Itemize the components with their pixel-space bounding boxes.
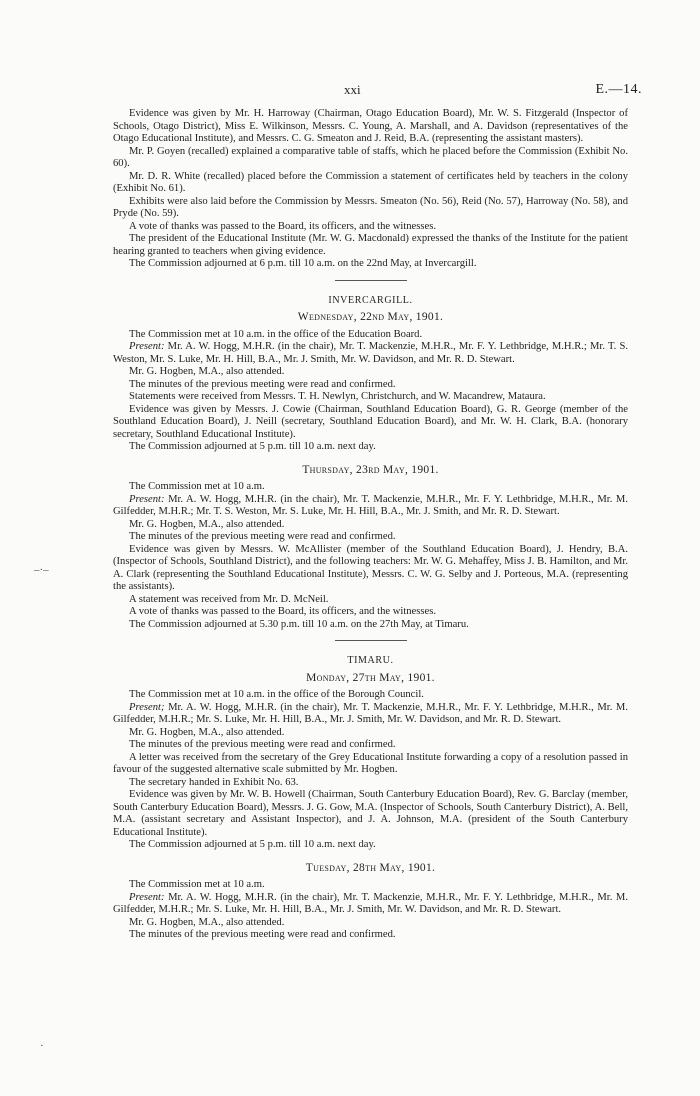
section-divider xyxy=(335,280,407,281)
paragraph: Statements were received from Messrs. T. H. Newlyn, Christchurch, and W. Macandrew, Mataura. xyxy=(129,391,546,402)
paragraph: The secretary handed in Exhibit No. 63. xyxy=(129,776,299,788)
present-label: Present: xyxy=(129,891,165,903)
paragraph: A statement was received from Mr. D. McNeil. xyxy=(129,593,329,605)
document-reference: E.—14. xyxy=(595,82,642,97)
present-text: Mr. A. W. Hogg, M.H.R. (in the chair), Mr. T. Mackenzie, M.H.R., Mr. F. Y. Lethbridge, M.H.R., Mr. M. Gilfedder, M.H.R.; Mr. T. S. Weston, Mr. S. Luke, Mr. H. Hill, B.A., Mr. J. Smith, and Mr. R. D. Stewart. xyxy=(113,493,628,517)
paragraph: Mr. G. Hogben, M.A., also attended. xyxy=(129,916,285,928)
paragraph: Evidence was given by Mr. W. B. Howell (Chairman, South Canterbury Education Board), Rev. G. Barclay (member, South Canterbury Education Board), Messrs. J. G. Gow, M.A. (Inspector of Schools, South Canterbury District), A. Bell, M.A. (assistant secretary and Assistant Inspector), and J. A. Johnson, M.A. (president of the South Canterbury Educational Institute). xyxy=(113,789,628,838)
section-heading-timaru: TIMARU. xyxy=(347,655,394,666)
page-header xyxy=(0,82,700,100)
present-label: Present; xyxy=(129,701,165,713)
paragraph: The president of the Educational Institute (Mr. W. G. Macdonald) expressed the thanks of the Institute for the patient hearing granted to teachers when giving evidence. xyxy=(113,233,628,257)
paragraph: A vote of thanks was passed to the Board, its officers, and the witnesses. xyxy=(129,606,436,617)
meeting-date: Tuesday, 28th May, 1901. xyxy=(305,861,436,874)
paragraph: The minutes of the previous meeting were read and confirmed. xyxy=(129,531,396,542)
paragraph: Mr. G. Hogben, M.A., also attended. xyxy=(129,726,285,738)
paragraph: A letter was received from the secretary of the Grey Educational Institute forwarding a copy of a resolution passed in favour of the suggested alternative scale submitted by Mr. Hogben. xyxy=(113,751,628,775)
paragraph: The Commission met at 10 a.m. in the office of the Education Board. xyxy=(129,328,423,340)
paragraph: Mr. G. Hogben, M.A., also attended. xyxy=(129,366,285,377)
paragraph: Evidence was given by Messrs. J. Cowie (Chairman, Southland Education Board), G. R. George (member of the Southland Education Board), J. Neill (secretary, Southland Education Board), and Mr. W. H. Clark, B.A. (honorary secretary, Southland Educational Institute). xyxy=(113,403,628,440)
present-paragraph xyxy=(113,494,628,519)
paragraph: The Commission adjourned at 5.30 p.m. till 10 a.m. on the 27th May, at Timaru. xyxy=(129,618,469,630)
margin-dot-mark: · xyxy=(40,1040,44,1052)
paragraph: The minutes of the previous meeting were read and confirmed. xyxy=(129,739,396,750)
present-paragraph xyxy=(113,341,628,366)
paragraph: The Commission met at 10 a.m. in the office of the Borough Council. xyxy=(129,689,424,700)
paragraph: The Commission adjourned at 5 p.m. till 10 a.m. next day. xyxy=(129,839,376,850)
present-label: Present: xyxy=(129,493,165,505)
paragraph: Mr. D. R. White (recalled) placed before the Commission a statement of certificates held by teachers in the colony (Exhibit No. 61). xyxy=(113,170,628,194)
section-divider xyxy=(335,640,407,641)
present-paragraph xyxy=(113,892,628,917)
paragraph: Evidence was given by Messrs. W. McAllister (member of the Southland Education Board), J. Hendry, B.A. (Inspector of Schools, Southland District), and the following teachers: Mr. W. G. Mehaffey, Miss J. B. Hamilton, and Mr. A. Clark (representing the Southland Educational Institute), Messrs. C. W. G. Selby and J. Porteous, M.A. (representing the assistants). xyxy=(113,543,628,592)
section-heading-invercargill: INVERCARGILL. xyxy=(328,294,413,306)
meeting-date: Monday, 27th May, 1901. xyxy=(306,671,435,684)
paragraph: Mr. G. Hogben, M.A., also attended. xyxy=(129,518,285,530)
paragraph: The Commission adjourned at 5 p.m. till 10 a.m. next day. xyxy=(129,441,376,452)
present-label: Present: xyxy=(129,341,165,352)
present-paragraph xyxy=(113,702,628,727)
page-number: xxi xyxy=(344,82,361,97)
present-text: Mr. A. W. Hogg, M.H.R. (in the chair), Mr. T. Mackenzie, M.H.R., Mr. F. Y. Lethbridge, M.H.R., Mr. M. Gilfedder, M.H.R.; Mr. S. Luke, Mr. H. Hill, B.A., Mr. J. Smith, Mr. W. Davidson, and Mr. R. D. Stewart. xyxy=(113,701,628,725)
present-text: Mr. A. W. Hogg, M.H.R. (in the chair), Mr. T. Mackenzie, M.H.R., Mr. F. Y. Lethbridge, M.H.R.; Mr. T. S. Weston, Mr. S. Luke, Mr. H. Hill, B.A., Mr. J. Smith, Mr. W. Davidson, and Mr. R. D. Stewart. xyxy=(113,341,628,365)
margin-pencil-mark: –·– xyxy=(34,564,49,576)
paragraph: The minutes of the previous meeting were read and confirmed. xyxy=(129,929,396,940)
document-body xyxy=(113,108,628,942)
meeting-date: Thursday, 23rd May, 1901. xyxy=(302,463,439,476)
paragraph: The Commission met at 10 a.m. xyxy=(129,879,265,890)
present-text: Mr. A. W. Hogg, M.H.R. (in the chair), Mr. T. Mackenzie, M.H.R., Mr. F. Y. Lethbridge, M.H.R., Mr. M. Gilfedder, M.H.R.; Mr. S. Luke, Mr. H. Hill, B.A., Mr. J. Smith, Mr. W. Davidson, and Mr. R. D. Stewart. xyxy=(113,891,628,915)
meeting-date: Wednesday, 22nd May, 1901. xyxy=(297,311,444,323)
paragraph: A vote of thanks was passed to the Board, its officers, and the witnesses. xyxy=(129,220,436,232)
paragraph: Evidence was given by Mr. H. Harroway (Chairman, Otago Education Board), Mr. W. S. Fitzgerald (Inspector of Schools, Otago District), Miss E. Wilkinson, Messrs. C. Young, A. Marshall, and A. Davidson (representatives of the Otago Educational Institute), and Messrs. C. G. Smeaton and J. Reid, B.A. (representing the assistant masters). xyxy=(113,108,628,144)
paragraph: The Commission adjourned at 6 p.m. till 10 a.m. on the 22nd May, at Invercargill. xyxy=(129,258,477,269)
paragraph: The minutes of the previous meeting were read and confirmed. xyxy=(129,378,396,390)
paragraph: Mr. P. Goyen (recalled) explained a comparative table of staffs, which he placed before the Commission (Exhibit No. 60). xyxy=(113,145,628,169)
paragraph: The Commission met at 10 a.m. xyxy=(129,481,265,492)
paragraph: Exhibits were also laid before the Commission by Messrs. Smeaton (No. 56), Reid (No. 57), Harroway (No. 58), and Pryde (No. 59). xyxy=(113,195,628,219)
